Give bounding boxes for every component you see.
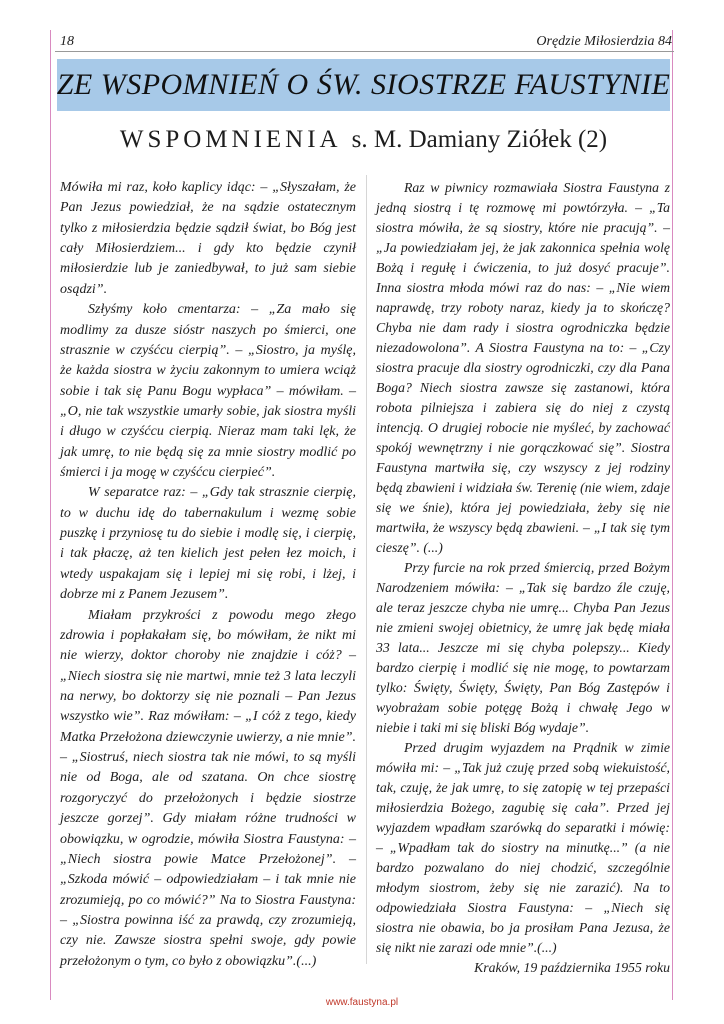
paragraph: Szłyśmy koło cmentarza: – „Za mało się modlimy za dusze sióstr naszych po śmierci, one strasznie w czyśćcu cierpią”. – „Siostro, ja myślę, że każda siostra w życiu zakonnym to umiera wciąż sobie i tak się Panu Bogu wypłaca” – mówiłam. – „O, nie tak wszystkie umarły sobie, jak siostra myśli i długo w czyśćcu cierpią. Nieraz mam taki lęk, że jak umrę, to nie będą się za mnie siostry modlić po śmierci i ja mogę w czyśćcu cierpieć”. [60, 302, 356, 481]
left-margin-rule [50, 30, 51, 1000]
banner-title: ZE WSPOMNIEŃ O ŚW. SIOSTRZE FAUSTYNIE [56, 68, 671, 101]
paragraph: Miałam przykrości z powodu mego złego zdrowia i popłakałam się, bo mówiłam, że nikt mi nie wierzy, doktor choroby nie znajdzie i cóż? – „Niech siostra się nie martwi, mnie też 3 lata leczyli na nerwy, bo doktorzy się nie poznali – Pan Jezus wszystko wie”. Raz mówiłam: – „I cóż z tego, kiedy Matka Przełożona dziewczynie uwierzy, a nie mnie”. – „Siostruś, niech siostra tak nie mówi, to są myśli nie od Boga, ale od szatana. On chce siostrę rozgoryczyć do przełożonych i będzie siostrze jeszcze gorzej”. Gdy miałam różne trudności w obowiązku, w ogrodzie, mówiła Siostra Faustyna: – „Niech siostra powie Matce Przełożonej”. – „Szkoda mówić – odpowiedziałam – i tak mnie nie zrozumieją, po co mówić?” Na to Siostra Faustyna: – „Siostra powinna iść za prawdą, czy zrozumieją, czy nie. Zawsze siostra spełni swoje, gdy powie przełożonym o tym, co było z obowiązku”.(...) [60, 607, 356, 969]
section-banner [57, 59, 670, 111]
issue-title: Orędzie Miłosierdzia 84 [536, 34, 672, 49]
signature-line: Kraków, 19 października 1955 roku [474, 960, 670, 975]
right-margin-rule [672, 30, 673, 1000]
paragraph: Mówiła mi raz, koło kaplicy idąc: – „Słyszałam, że Pan Jezus powiedział, że na sądzie ostatecznym tylko z miłosierdzia będzie sądził świat, bo Bóg jest cały Miłosierdziem... i gdy kto będzie czynił miłosierdzie lub je zaniedbywał, to już sam siebie osądzi”. [60, 180, 356, 297]
paragraph: W separatce raz: – „Gdy tak strasznie cierpię, to w duchu idę do tabernakulum i wezmę sobie puszkę i przyniosę tu do siebie i modlę się, i cierpię, i tak płaczę, aż ten kielich jest pełen łez moich, i wtedy uspakajam się i lepiej mi się robi, i lżej, i dobrze mi z Panem Jezusem”. [60, 485, 356, 603]
subtitle-main: WSPOMNIENIA [119, 126, 342, 153]
subtitle-author: s. M. Damiany Ziółek (2) [351, 126, 608, 153]
footer-url: www.faustyna.pl [325, 997, 399, 1008]
paragraph: Raz w piwnicy rozmawiała Siostra Faustyna z jedną siostrą i tę rozmowę mi powtórzyła. – „Ta siostra mówiła, że są siostry, które nie pracują”. – „Ja powiedziałam jej, że jak zakonnica spełnia wolę Bożą i regułę i ćwiczenia, to już dosyć pracuje”. Inna siostra młoda mówi raz do nas: – „Nie wiem naprawdę, trzy roboty naraz, kiedy ja to skończę? Chyba nie dam rady i siostra ogrodniczka będzie niezadowolona”. A Siostra Faustyna na to: – „Czy siostra pracuje dla siostry ogrodniczki, czy dla Pana Boga? Niech siostra zawsze się zastanowi, która robota pilniejsza i zabiera się do niej z czystą intencją. O drugiej robocie nie myśleć, by zachować spokój wewnętrzny i nie gorączkować się”. Siostra Faustyna martwiła się, czy wszyscy z jej rodziny będą zbawieni i widziała św. Terenię (nie wiem, zdaje się we śnie), która jej powiedziała, żeby się nie martwiła, że wszyscy będą zbawieni. – „I tak się tym cieszę”. (...) [376, 180, 670, 555]
article-subtitle [57, 126, 670, 154]
page-number: 18 [60, 34, 74, 49]
article-column-left [60, 178, 356, 972]
paragraph: Przy furcie na rok przed śmiercią, przed Bożym Narodzeniem mówiła: – „Tak się bardzo źle czuję, ale teraz jeszcze chyba nie umrę... Chyba Pan Jezus nie zmieni swojej obietnicy, że umrę jak będę miała 33 lata... Jeszcze mi się chyba polepszy... Kiedy bardzo cierpię i modlić się nie mogę, to powtarzam tylko: Święty, Święty, Święty, Pan Bóg Zastępów i wyobrażam sobie potęgę Bożą i chwałę Jego w niebie i taki mi się bliski Bóg wydaje”. [376, 560, 670, 735]
column-divider [366, 175, 367, 964]
header-rule [55, 51, 674, 52]
paragraph: Przed drugim wyjazdem na Prądnik w zimie mówiła mi: – „Tak już czuję przed sobą wiekuistość, tak, czuję, że jak umrę, to się zatopię w tej przepaści miłosierdzia Bożego, zagubię się cała”. Przed jej wyjazdem wpadłam szarówką do separatki i mówię: – „Wpadłam tak do siostry na minutkę...” (a nie bardzo pozwalano do niej chodzić, szczególnie młodym siostrom, żeby się nie zarazić). Na to odpowiedziała Siostra Faustyna: – „Niech się siostra nie obawia, bo ja prosiłam Pana Jezusa, że się nikt nie zarazi ode mnie”.(...) [376, 740, 670, 955]
article-column-right [376, 178, 670, 978]
